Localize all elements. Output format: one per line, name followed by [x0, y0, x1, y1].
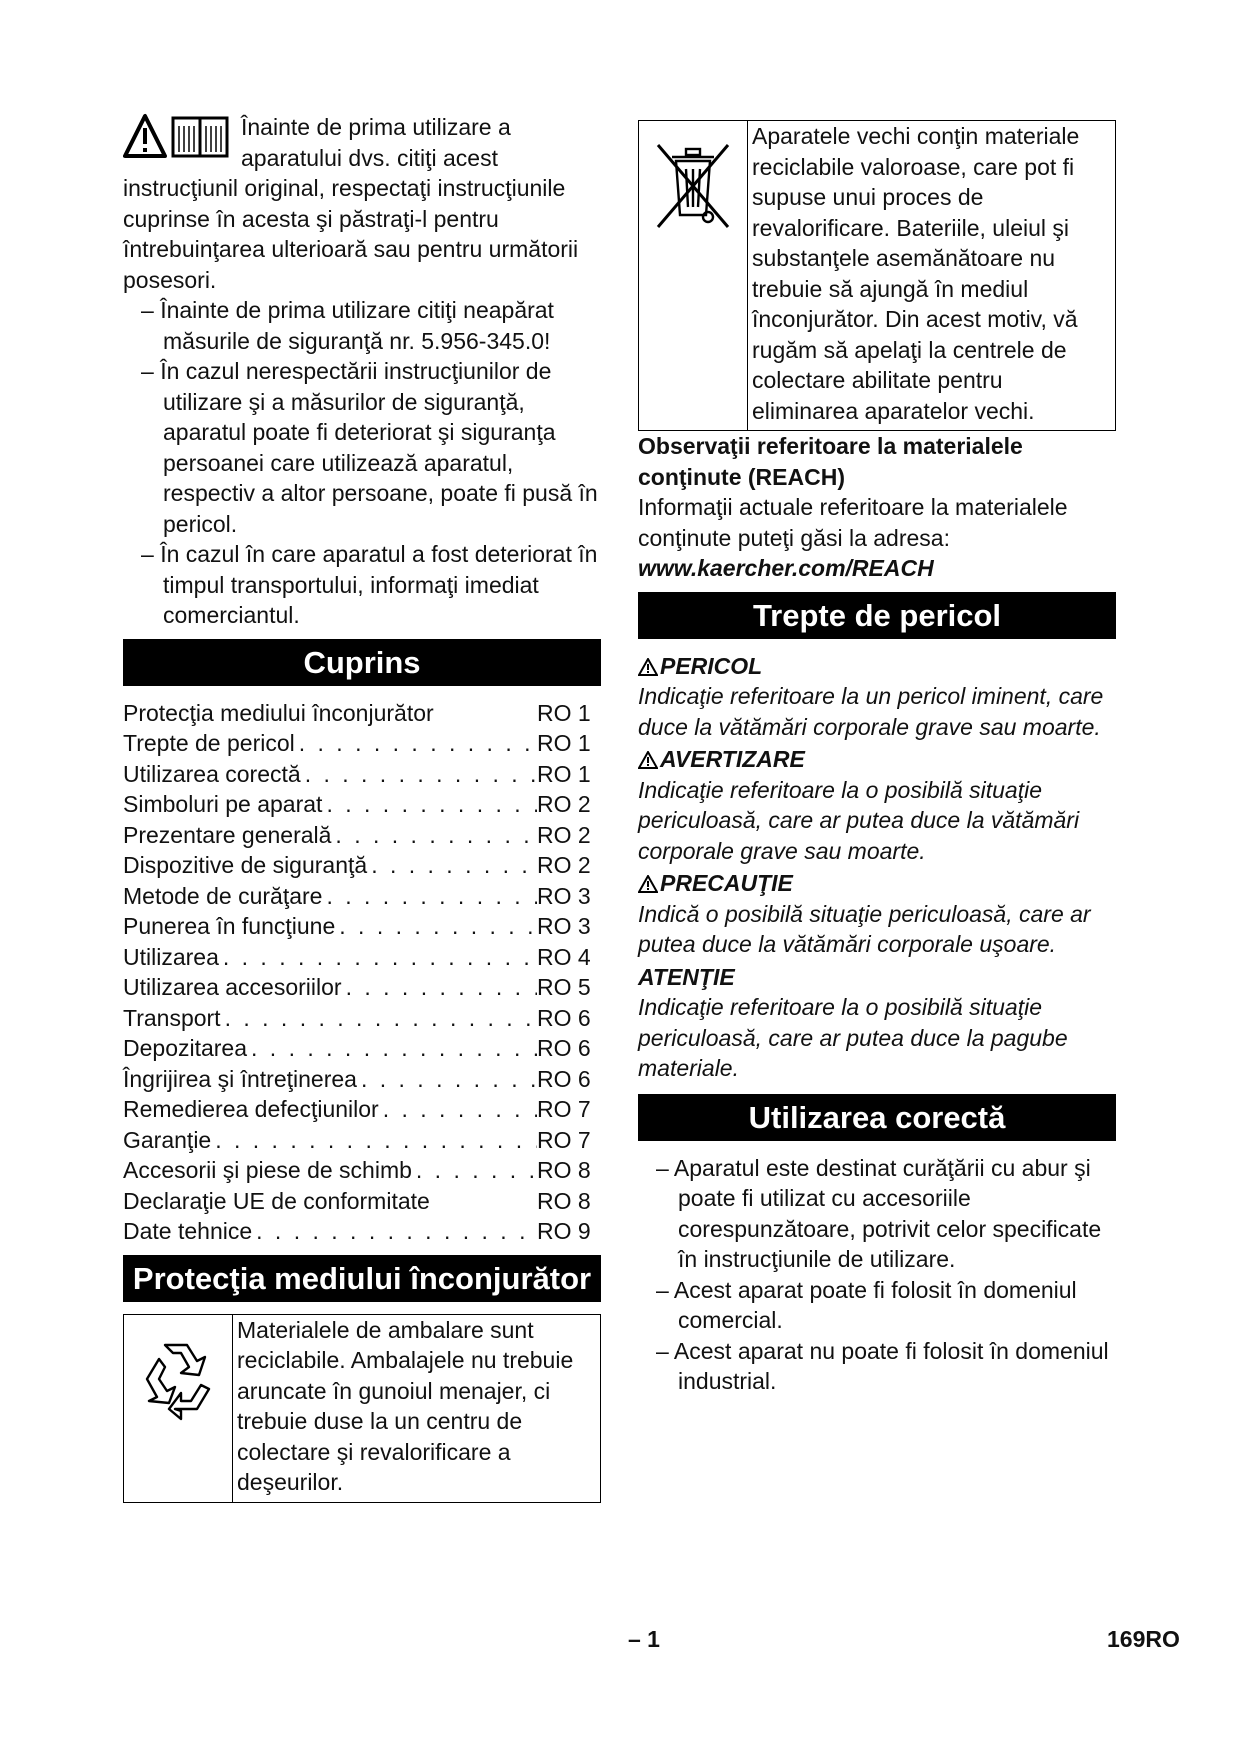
- toc-leader-dots: [252, 1216, 537, 1247]
- hazard-level-title: [638, 868, 1116, 899]
- table-of-contents: [123, 698, 601, 1247]
- warning-triangle-icon: [638, 751, 658, 769]
- manual-book-icon: [173, 118, 227, 156]
- toc-entry-page: RO 2: [537, 852, 591, 878]
- toc-leader-dots: [430, 1186, 537, 1217]
- toc-heading: Cuprins: [123, 639, 601, 686]
- warning-triangle-icon: [638, 658, 658, 676]
- intro-bullet: – Înainte de prima utilizare citiţi neapărat măsurile de siguranţă nr. 5.956-345.0!: [123, 295, 601, 356]
- hazard-level-label: PRECAUŢIE: [660, 870, 793, 896]
- toc-entry-page: RO 5: [537, 974, 591, 1000]
- intro-bullet: – În cazul în care aparatul a fost deteriorat în timpul transportului, informaţi imediat comerciantul.: [123, 539, 601, 631]
- toc-entry[interactable]: [123, 1155, 601, 1186]
- toc-entry-title: Utilizarea: [123, 943, 219, 970]
- packaging-text: Materialele de ambalare sunt reciclabile. Ambalajele nu trebuie aruncate în gunoiul menajer, ci trebuie duse la un centru de colectare şi revalorificare a deşeurilor.: [237, 1316, 574, 1495]
- packaging-box: [123, 1314, 601, 1503]
- toc-leader-dots: [331, 820, 537, 851]
- toc-entry-page: RO 3: [537, 882, 591, 909]
- toc-leader-dots: [295, 728, 537, 759]
- toc-entry-page: RO 7: [537, 1096, 591, 1122]
- proper-use-bullet: – Acest aparat poate fi folosit în domeniul comercial.: [638, 1275, 1116, 1336]
- toc-leader-dots: [219, 942, 537, 973]
- proper-use-bullet: – Aparatul este destinat curăţării cu abur şi poate fi utilizat cu accesoriile corespunzătoare, potrivit celor specificate în instrucţiunile de utilizare.: [638, 1153, 1116, 1275]
- hazard-level-label: PERICOL: [660, 652, 763, 679]
- toc-leader-dots: [342, 972, 537, 1003]
- toc-entry[interactable]: [123, 728, 601, 759]
- toc-entry-page: RO 6: [537, 1065, 591, 1092]
- toc-entry-title: Utilizarea corectă: [123, 760, 301, 787]
- toc-leader-dots: [367, 850, 537, 881]
- toc-entry[interactable]: [123, 850, 601, 881]
- intro-bullet: – În cazul nerespectării instrucţiunilor de utilizare şi a măsurilor de siguranţă, aparatul poate fi deteriorat şi siguranţa persoanei care utilizează aparatul, respectiv a altor persoane, poate fi pusă în pericol.: [123, 356, 601, 539]
- toc-entry[interactable]: [123, 1216, 601, 1247]
- toc-entry[interactable]: [123, 1094, 601, 1125]
- toc-entry[interactable]: [123, 1125, 601, 1156]
- reach-link[interactable]: www.kaercher.com/REACH: [638, 555, 934, 581]
- toc-entry[interactable]: [123, 759, 601, 790]
- toc-entry[interactable]: [123, 881, 601, 912]
- toc-entry-title: Remedierea defecţiunilor: [123, 1096, 379, 1122]
- toc-entry-page: RO 1: [537, 699, 591, 726]
- toc-leader-dots: [335, 911, 537, 942]
- toc-entry-title: Punerea în funcţiune: [123, 913, 336, 939]
- toc-entry-title: Simboluri pe aparat: [123, 791, 323, 817]
- toc-entry[interactable]: [123, 1033, 601, 1064]
- recycle-icon: [135, 1337, 221, 1423]
- reach-heading: Observaţii referitoare la materialele conţinute (REACH): [638, 433, 1023, 490]
- old-devices-text: Aparatele vechi conţin materiale reciclabile valoroase, care pot fi supuse unui proces de revalorificare. Bateriile, uleiul şi substanţele asemănătoare nu trebuie să ajungă în mediul înconjurător. Din acest motiv, vă rugăm să apelaţi la centrele de colectare abilitate pentru eliminarea aparatelor vechi.: [752, 123, 1080, 424]
- toc-entry-title: Transport: [123, 1004, 221, 1031]
- toc-entry-page: RO 8: [537, 1187, 591, 1214]
- environment-heading: Protecţia mediului înconjurător: [123, 1255, 601, 1302]
- toc-entry-title: Depozitarea: [123, 1035, 248, 1061]
- toc-entry[interactable]: [123, 1186, 601, 1217]
- page-code: 169RO: [1107, 1626, 1180, 1652]
- intro-text: Înainte de prima utilizare a aparatului dvs. citiţi acest instrucţiunil original, respectaţi instrucţiunile cuprinse în acesta şi păstraţi-l pentru întrebuinţarea ulterioară sau pentru următorii posesori.: [123, 114, 579, 293]
- toc-entry-title: Metode de curăţare: [123, 882, 323, 909]
- toc-entry[interactable]: [123, 942, 601, 973]
- page-number: – 1: [628, 1626, 660, 1652]
- intro-icons: [123, 112, 233, 168]
- toc-leader-dots: [434, 698, 537, 729]
- hazard-level-title: [638, 962, 1116, 993]
- toc-entry-title: Garanţie: [123, 1126, 212, 1153]
- toc-leader-dots: [211, 1125, 537, 1156]
- toc-entry-page: RO 4: [537, 943, 591, 970]
- hazard-level-title: [638, 744, 1116, 775]
- toc-entry[interactable]: [123, 789, 601, 820]
- hazard-heading: Trepte de pericol: [638, 592, 1116, 639]
- toc-entry-title: Declaraţie UE de conformitate: [123, 1187, 430, 1214]
- toc-entry-page: RO 1: [537, 760, 591, 787]
- crossed-bin-icon: [650, 137, 736, 233]
- toc-entry-page: RO 3: [537, 913, 591, 939]
- toc-leader-dots: [322, 881, 537, 912]
- toc-entry-page: RO 1: [537, 730, 591, 756]
- toc-entry-page: RO 6: [537, 1004, 591, 1031]
- proper-use-heading: Utilizarea corectă: [638, 1094, 1116, 1141]
- toc-entry[interactable]: [123, 698, 601, 729]
- bin-pic-cell: [639, 121, 748, 430]
- toc-entry-title: Accesorii şi piese de schimb: [123, 1157, 412, 1183]
- left-column: [123, 112, 601, 1503]
- toc-entry-title: Utilizarea accesoriilor: [123, 974, 342, 1000]
- toc-entry-page: RO 6: [537, 1035, 591, 1061]
- toc-entry-title: Îngrijirea şi întreţinerea: [123, 1065, 357, 1092]
- toc-leader-dots: [357, 1064, 537, 1095]
- toc-leader-dots: [379, 1094, 537, 1125]
- toc-leader-dots: [221, 1003, 537, 1034]
- hazard-level-text: Indicaţie referitoare la un pericol iminent, care duce la vătămări corporale grave sau moarte.: [638, 683, 1104, 740]
- toc-entry-title: Dispozitive de siguranţă: [123, 852, 368, 878]
- hazard-level-text: Indicaţie referitoare la o posibilă situaţie periculoasă, care ar putea duce la pagube materiale.: [638, 994, 1068, 1081]
- toc-entry[interactable]: [123, 820, 601, 851]
- toc-entry-title: Trepte de pericol: [123, 730, 295, 756]
- toc-entry[interactable]: [123, 1064, 601, 1095]
- toc-entry-title: Date tehnice: [123, 1218, 253, 1244]
- toc-leader-dots: [412, 1155, 537, 1186]
- intro-section: [123, 112, 601, 631]
- toc-leader-dots: [247, 1033, 537, 1064]
- toc-entry[interactable]: [123, 1003, 601, 1034]
- warning-triangle-icon: [638, 875, 658, 893]
- hazard-level-text: Indică o posibilă situaţie periculoasă, care ar putea duce la vătămări corporale uşoare.: [638, 900, 1091, 957]
- toc-entry-title: Protecţia mediului înconjurător: [123, 699, 434, 726]
- hazard-level-title: [638, 651, 1116, 682]
- hazard-level-label: AVERTIZARE: [660, 746, 805, 772]
- toc-entry-page: RO 9: [537, 1218, 591, 1244]
- proper-use-bullet: – Acest aparat nu poate fi folosit în domeniul industrial.: [638, 1336, 1116, 1397]
- reach-text: Informaţii actuale referitoare la materialele conţinute puteţi găsi la adresa:: [638, 494, 1068, 551]
- hazard-levels: [638, 651, 1116, 1084]
- toc-leader-dots: [322, 789, 537, 820]
- toc-entry-page: RO 2: [537, 821, 591, 848]
- old-devices-box: [638, 120, 1116, 431]
- hazard-level-text: Indicaţie referitoare la o posibilă situaţie periculoasă, care ar putea duce la vătămări corporale grave sau moarte.: [638, 776, 1080, 864]
- toc-leader-dots: [301, 759, 537, 790]
- toc-entry-title: Prezentare generală: [123, 821, 332, 848]
- toc-entry[interactable]: [123, 911, 601, 942]
- toc-entry[interactable]: [123, 972, 601, 1003]
- toc-entry-page: RO 7: [537, 1126, 591, 1153]
- warning-triangle-icon: [125, 116, 165, 156]
- hazard-level-label: ATENŢIE: [638, 963, 735, 990]
- recycle-pic-cell: [124, 1315, 233, 1502]
- toc-entry-page: RO 8: [537, 1157, 591, 1183]
- toc-entry-page: RO 2: [537, 791, 591, 817]
- right-column: [638, 120, 1116, 1397]
